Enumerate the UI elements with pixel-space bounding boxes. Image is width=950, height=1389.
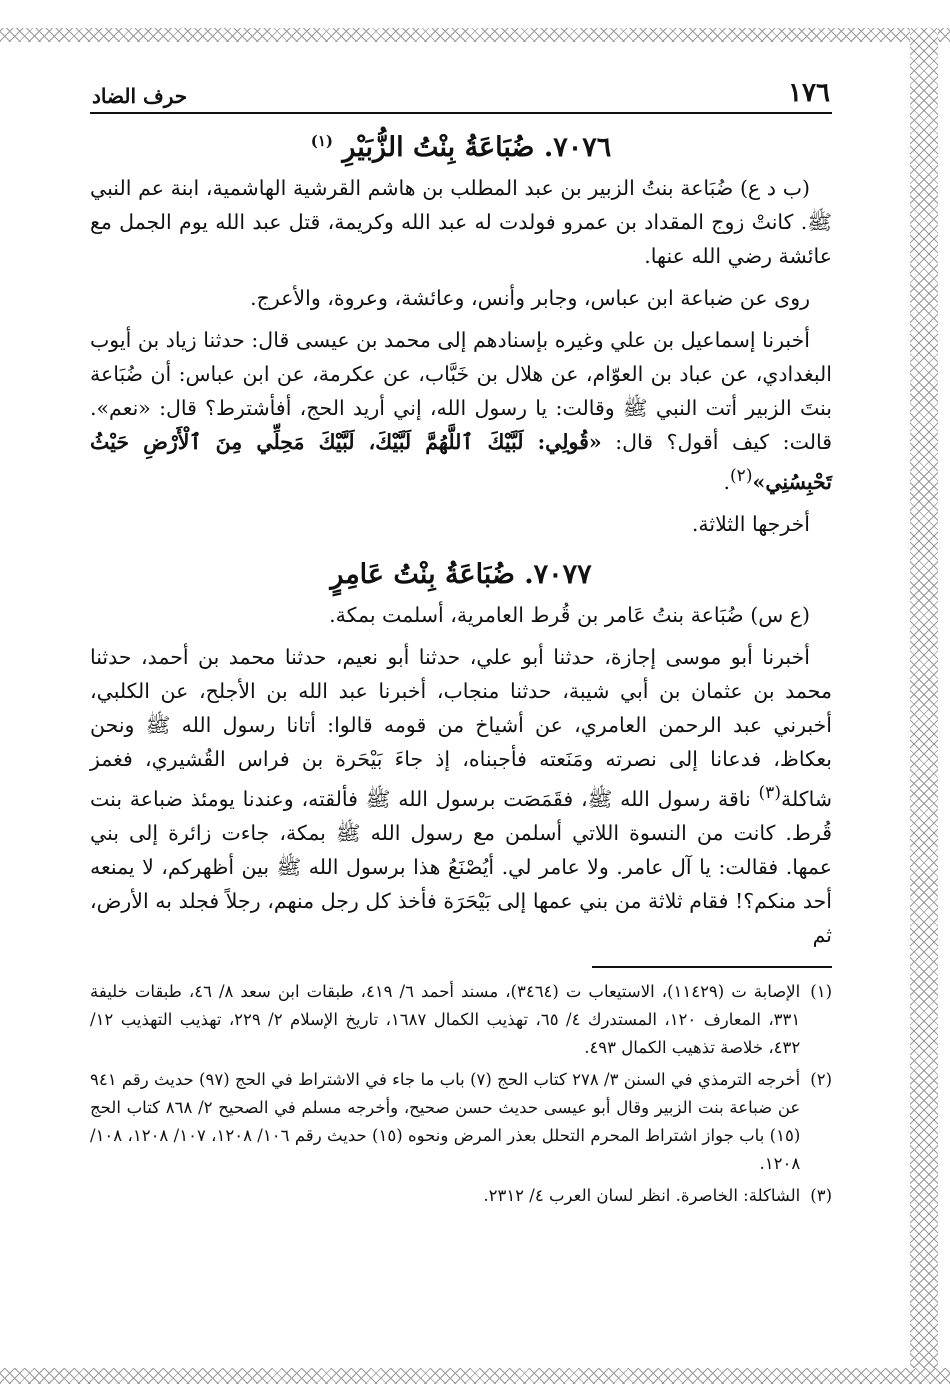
- footnote-text: الإصابة ت (١١٤٢٩)، الاستيعاب ت (٣٤٦٤)، مسند أحمد ٦/ ٤١٩، طبقات ابن سعد ٨/ ٤٦، طبقات خليفة ٣٣١، المعارف ١٢٠، المستدرك ٤/ ٦٥، تهذيب الكمال ١٦٨٧، تاريخ الإسلام ٢/ ٢٢٩، تهذيب التهذيب ١٢/ ٤٣٢، خلاصة تذهيب الكمال ٤٩٣.: [90, 981, 801, 1057]
- footnote-ref: (٣): [758, 782, 782, 803]
- footnote: [90, 1182, 832, 1210]
- entry-paragraph: (ب د ع) ضُبَاعة بنتُ الزبير بن عبد المطلب بن هاشم القرشية الهاشمية، ابنة عم النبي ﷺ. كانتْ زوج المقداد بن عمرو فولدت له عبد الله وكريمة، قتل عبد الله يوم الجمل مع عائشة رضي الله عنها.: [90, 176, 832, 268]
- hadith-paragraph: [90, 640, 832, 952]
- footnotes: [90, 978, 832, 1210]
- decorative-border-top: [0, 28, 950, 42]
- entry-paragraph: روى عن ضباعة ابن عباس، وجابر وأنس، وعائشة، وعروة، والأعرج.: [250, 286, 810, 310]
- hadith-paragraph: [90, 323, 832, 499]
- footnote-text: الشاكلة: الخاصرة. انظر لسان العرب ٤/ ٢٣١٢.: [483, 1185, 801, 1205]
- footnote: [90, 1066, 832, 1178]
- entry-title: [90, 559, 832, 590]
- hadith-text: أخبرنا أبو موسى إجازة، حدثنا أبو علي، حدثنا أبو نعيم، حدثنا محمد بن أحمد، حدثنا محمد بن عثمان بن أبي شيبة، حدثنا منجاب، أخبرنا عبد الله بن الأجلح، عن الكلبي، أخبرني عبد الرحمن العامري، عن أشياخ من قومه قالوا: أتانا رسول الله ﷺ ونحن بعكاظ، فدعانا إلى نصرته ومَنَعته فأجبناه، إذ جاءَ بَيْحَرة بن فراس القُشيري، فغمز شاكلة: [90, 644, 832, 811]
- entry-paragraph: أخرجها الثلاثة.: [691, 511, 810, 536]
- punctuation: .: [723, 469, 730, 494]
- footnote-number: (١): [810, 981, 832, 1001]
- footnote-divider: [592, 966, 832, 968]
- entry-title-text: ٧٠٧٦. ضُبَاعَةُ بِنْتُ الزُّبَيْرِ: [342, 132, 612, 163]
- decorative-border-bottom: [0, 1368, 950, 1384]
- entry-paragraph: (ع س) ضُبَاعة بنتُ عَامر بن قُرط العامرية، أسلمت بمكة.: [329, 602, 810, 627]
- page-number: ١٧٦: [788, 78, 830, 108]
- hadith-text: ناقة رسول الله ﷺ، فقَمَصَت برسول الله ﷺ فألقته، وعندنا يومئذ ضباعة بنت قُرط. كانت من النسوة اللاتي أسلمن مع رسول الله ﷺ بمكة، جاءت زائرة إلى بني عمها. فقالت: يا آل عامر. ولا عامر لي. أيُصْنَعُ هذا برسول الله ﷺ بين أظهركم، لا يمنعه أحد منكم؟! فقام ثلاثة من بني عمها إلى بَيْحَرَة فأخذ كل رجل منهم، رجلاً فجلد به الأرض، ثم: [90, 786, 832, 947]
- entry-title-text: ٧٠٧٧. ضُبَاعَةُ بِنْتُ عَامِرٍ: [330, 558, 592, 590]
- footnote: [90, 978, 832, 1062]
- entry-7076: [90, 132, 832, 541]
- entry-7077: [90, 559, 832, 952]
- footnote-ref: (١): [310, 132, 333, 150]
- hadith-quote: «قُولِي: لَبَّيْكَ ٱللَّهُمَّ لَبَّيْكَ، لَبَّيْكَ مَحِلِّي مِنَ ٱلْأَرْضِ حَيْثُ تَحْبِسُنِي»: [90, 430, 832, 494]
- section-title: حرف الضاد: [92, 84, 188, 108]
- entry-title: [90, 132, 832, 163]
- running-header: [90, 70, 832, 114]
- footnote-number: (٢): [810, 1069, 832, 1089]
- book-page: [90, 70, 832, 1214]
- footnote-ref: (٢): [729, 466, 753, 486]
- footnote-number: (٣): [810, 1185, 832, 1205]
- decorative-border-right: [910, 28, 938, 1384]
- footnote-text: أخرجه الترمذي في السنن ٣/ ٢٧٨ كتاب الحج (٧) باب ما جاء في الاشتراط في الحج (٩٧) حديث رقم ٩٤١ عن ضباعة بنت الزبير وقال أبو عيسى حديث حسن صحيح، وأخرجه مسلم في الصحيح ٢/ ٨٦٨ كتاب الحج (١٥) باب جواز اشتراط المحرم التحلل بعذر المرض ونحوه (١٥) حديث رقم ١٠٦/ ١٢٠٨، ١٠٧/ ١٢٠٨، ١٠٨/ ١٢٠٨.: [90, 1069, 801, 1173]
- hadith-isnad: أخبرنا إسماعيل بن علي وغيره بإسنادهم إلى محمد بن عيسى قال: حدثنا زياد بن أيوب البغدادي، عن عباد بن العوّام، عن هلال بن خَبَّاب، عن عكرمة، عن ابن عباس: أن ضُبَاعة بنتَ الزبير أتت النبي ﷺ وقالت: يا رسول الله، إني أريد الحج، أفأشترط؟ قال: «نعم». قالت: كيف أقول؟ قال:: [90, 328, 832, 454]
